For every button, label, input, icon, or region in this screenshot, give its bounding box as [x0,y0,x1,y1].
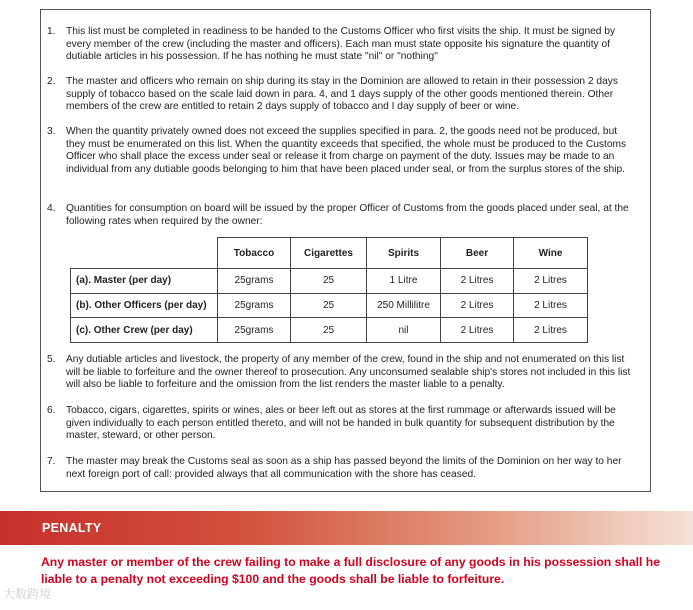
item-text: Quantities for consumption on board will be issued by the proper Officer of Customs from the goods placed under seal, at the following rates when required by the owner: [66,203,629,227]
table-cell: nil [367,318,441,343]
item-number: 1. [47,26,56,37]
row-label: (b). Other Officers (per day) [71,293,218,318]
penalty-heading: PENALTY [42,521,102,535]
table-cell: 1 Litre [367,269,441,294]
table-cell: 2 Litres [514,293,588,318]
table-cell: 2 Litres [514,269,588,294]
item-text: This list must be completed in readiness to be handed to the Customs Officer who first visits the ship. It must be signed by every member of the crew (including the master and officers). Each man must state opposite his signature the quantity of dutiable articles in his possession. If he has nothing he must state "nil" or "nothing" [66,26,616,63]
table-cell: 2 Litres [441,293,514,318]
item-text: Any dutiable articles and livestock, the property of any member of the crew, found in the ship and not enumerated on this list will be liable to forfeiture and the owner thereof to prosecution. Any unconsumed sealable ship's stores not included in this list will also be liable to forfeiture and the omission from the list renders the master liable to a penalty. [66,354,631,391]
column-header: Spirits [367,238,441,269]
consumption-rates-table [70,237,588,343]
notice-box [40,9,651,492]
table-cell: 25grams [218,269,291,294]
table-cell: 25grams [218,293,291,318]
column-header: Wine [514,238,588,269]
watermark-logo: 大数跨境 [3,587,52,601]
penalty-banner [0,511,693,545]
table-cell: 25grams [218,318,291,343]
item-number: 2. [47,76,56,87]
table-corner [71,238,218,269]
column-header: Cigarettes [291,238,367,269]
table-row [71,293,588,318]
table-cell: 2 Litres [441,318,514,343]
table-cell: 25 [291,318,367,343]
table-cell: 25 [291,269,367,294]
table-cell: 25 [291,293,367,318]
item-text: The master may break the Customs seal as soon as a ship has passed beyond the limits of the Dominion on her way to her next foreign port of call: provided always that all communication with the shore has ceased. [66,456,622,480]
item-text: When the quantity privately owned does not exceed the supplies specified in para. 2, the goods need not be produced, but they must be enumerated on this list. When the quantity exceeds that specified, the whole must be produced to the Customs Officer who shall place the excess under seal or release it from charge on payment of the duty. Issues may be made to an individual from any dutiable goods belonging to him that have been placed under seal, or from the surplus stores of the ship. [66,126,627,175]
row-label: (c). Other Crew (per day) [71,318,218,343]
penalty-text: Any master or member of the crew failing to make a full disclosure of any goods in his possession shall he liable to a penalty not exceeding $100 and the goods shall be liable to forfeiture. [41,555,661,586]
item-number: 5. [47,354,56,365]
item-number: 7. [47,456,56,467]
item-number: 4. [47,203,56,214]
row-label: (a). Master (per day) [71,269,218,294]
item-number: 6. [47,405,56,416]
table-cell: 2 Litres [441,269,514,294]
table-row [71,269,588,294]
column-header: Tobacco [218,238,291,269]
table-row [71,318,588,343]
table-cell: 250 Millilitre [367,293,441,318]
item-text: Tobacco, cigars, cigarettes, spirits or wines, ales or beer left out as stores at the first rummage or afterwards issued will be given individually to each person entitled thereto, and will not be handed in bulk quantity for subsequent distribution by the master, steward, or other person. [66,405,616,442]
table-cell: 2 Litres [514,318,588,343]
item-number: 3. [47,126,56,137]
item-text: The master and officers who remain on ship during its stay in the Dominion are allowed to retain in their possession 2 days supply of tobacco based on the scale laid down in para. 4, and 1 days supply of the other goods mentioned therein. Other members of the crew are entitled to retain 2 days supply of tobacco and I day supply of beer or wine. [66,76,618,113]
column-header: Beer [441,238,514,269]
